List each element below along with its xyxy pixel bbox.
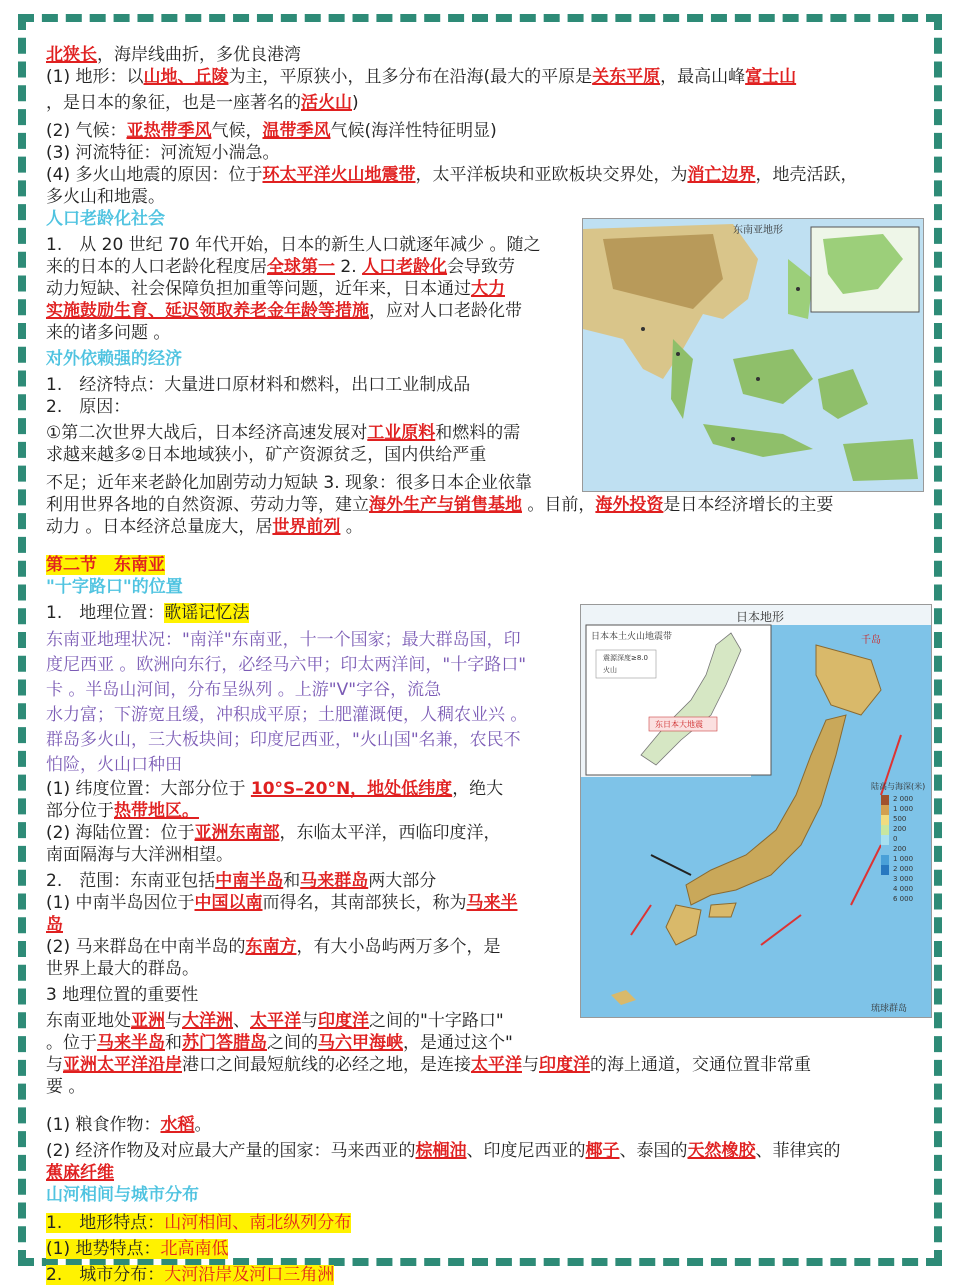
emphasis: 亚洲太平洋沿岸 — [63, 1055, 182, 1075]
text-line: 世界上最大的群岛。 — [46, 959, 199, 979]
text: 两大部分 — [368, 871, 437, 891]
emphasis: 亚洲东南部 — [194, 823, 280, 843]
text: 。位于 — [46, 1033, 97, 1053]
text: ，太平洋板块和亚欧板块交界处，为 — [415, 165, 688, 185]
emphasis: 马来半 — [466, 893, 518, 913]
text: 气候， — [211, 121, 263, 141]
emphasis: 大力 — [471, 279, 505, 299]
text-line — [46, 892, 926, 914]
text-line: 水力富；下游宽且缓，冲积成平原；土肥灌溉便，人稠农业兴 。 — [46, 705, 528, 725]
text-line: 求越来越多②日本地域狭小，矿产资源贫乏，国内供给严重 — [46, 445, 487, 465]
japan-legend-value: 1 000 — [893, 855, 914, 863]
emphasis: 人口老龄化 — [362, 257, 448, 277]
japan-island-label: 琉球群岛 — [871, 1004, 908, 1014]
text-line — [46, 516, 926, 538]
text: (2) 气候： — [46, 121, 127, 141]
text: 、泰国的 — [619, 1141, 688, 1161]
japan-inset-legend-2: 火山 — [603, 666, 617, 674]
text: ，有大小岛屿两万多个，是 — [296, 937, 501, 957]
text: ，地壳活跃， — [755, 165, 858, 185]
text-line — [46, 494, 926, 516]
text-line: 3 地理位置的重要性 — [46, 985, 199, 1005]
highlight-emphasis: 北高南低 — [160, 1239, 229, 1259]
text: (2) 经济作物及对应最大产量的国家：马来西亚的 — [46, 1141, 416, 1161]
text: ，应对人口老龄化带 — [369, 301, 522, 321]
text: ) — [352, 93, 359, 113]
emphasis: 工业原料 — [367, 423, 436, 443]
text-line: 度尼西亚 。欧洲向东行，必经马六甲；印太两洋间，"十字路口" — [46, 655, 527, 675]
text: 与 — [46, 1055, 63, 1075]
text-line: 多火山和地震。 — [46, 187, 165, 207]
emphasis: 环太平洋火山地震带 — [262, 165, 416, 185]
text-line — [46, 778, 926, 800]
emphasis: 海外生产与销售基地 — [369, 495, 522, 515]
emphasis: 亚洲 — [131, 1011, 165, 1031]
text: 会导致劳 — [447, 257, 516, 277]
text: 与 — [301, 1011, 318, 1031]
japan-inset-label: 东日本大地震 — [655, 720, 703, 729]
emphasis: 中国以南 — [194, 893, 263, 913]
emphasis: 棕榈油 — [415, 1141, 467, 1161]
emphasis: 活火山 — [301, 93, 352, 113]
text-line — [46, 1140, 926, 1162]
japan-legend-value: 200 — [893, 825, 907, 833]
japan-legend-value: 2 000 — [893, 865, 914, 873]
section-title: 第二节 东南亚 — [46, 555, 165, 575]
document-body — [46, 44, 926, 1286]
text-line — [46, 1238, 926, 1260]
text-line: 不足；近年来老龄化加剧劳动力短缺 3. 现象：很多日本企业依靠 — [46, 473, 533, 493]
text-line — [46, 602, 926, 624]
text: 、 — [233, 1011, 250, 1031]
text: 和 — [283, 871, 301, 891]
japan-legend-value: 200 — [893, 845, 907, 853]
text-line — [46, 422, 926, 444]
text: 而得名，其南部狭长，称为 — [262, 893, 467, 913]
text: 。目前， — [522, 495, 596, 515]
text: (2) 海陆位置：位于 — [46, 823, 195, 843]
text: 、菲律宾的 — [755, 1141, 841, 1161]
text-line — [46, 914, 926, 936]
highlight-emphasis: 大河沿岸及河口三角洲 — [164, 1265, 335, 1285]
text: 利用世界各地的自然资源、劳动力等，建立 — [46, 495, 369, 515]
text: 与 — [165, 1011, 182, 1031]
text-line — [46, 1162, 926, 1184]
text-line — [46, 800, 926, 822]
section-heading: 山河相间与城市分布 — [46, 1185, 199, 1205]
text-line: 南面隔海与大洋洲相望。 — [46, 845, 233, 865]
emphasis: 水稻 — [160, 1115, 195, 1135]
text-line — [46, 1010, 926, 1032]
text-line — [46, 1264, 926, 1286]
japan-legend-value: 0 — [893, 835, 898, 843]
text: 之间的 — [267, 1033, 318, 1053]
text: ，最高山峰 — [660, 67, 746, 87]
text: 之间的"十字路口" — [369, 1011, 504, 1031]
japan-inset-title: 日本本土火山地震带 — [591, 632, 673, 642]
text: 2. 范围：东南亚包括 — [46, 871, 216, 891]
text: 、印度尼西亚的 — [466, 1141, 586, 1161]
text-line: 来的诸多问题 。 — [46, 323, 171, 343]
emphasis: 天然橡胶 — [687, 1141, 756, 1161]
emphasis: 太平洋 — [471, 1055, 522, 1075]
emphasis: 太平洋 — [250, 1011, 301, 1031]
text: 。 — [194, 1115, 212, 1135]
emphasis: 印度洋 — [318, 1011, 369, 1031]
japan-sea-label: 千岛 — [861, 635, 881, 646]
emphasis: 马来半岛 — [97, 1033, 165, 1053]
emphasis: 世界前列 — [272, 517, 341, 537]
text: (1) 地形：以 — [46, 67, 144, 87]
text-line: 2. 原因： — [46, 397, 131, 417]
emphasis: 马来群岛 — [300, 871, 369, 891]
text: 1. 地理位置： — [46, 603, 165, 623]
text-line — [46, 44, 926, 66]
text: ，是日本的象征，也是一座著名的 — [46, 93, 301, 113]
text-line — [46, 936, 926, 958]
emphasis: 10°S–20°N，地处低纬度 — [250, 779, 453, 799]
text: (1) 中南半岛因位于 — [46, 893, 195, 913]
text-line — [46, 1054, 926, 1076]
text-line — [46, 66, 926, 88]
text: 和燃料的需 — [435, 423, 521, 443]
text-line — [46, 300, 926, 322]
emphasis: 大洋洲 — [182, 1011, 233, 1031]
emphasis: 关东平原 — [592, 67, 661, 87]
japan-legend-value: 3 000 — [893, 875, 914, 883]
text: 的海上通道，交通位置非常重 — [590, 1055, 811, 1075]
emphasis: 北狭长 — [46, 45, 97, 65]
japan-legend-value: 2 000 — [893, 795, 914, 803]
text-line: 要 。 — [46, 1077, 86, 1097]
text-line: (3) 河流特征：河流短小湍急。 — [46, 143, 280, 163]
text: (1) 粮食作物： — [46, 1115, 161, 1135]
emphasis: 实施鼓励生育、延迟领取养老金年龄等措施 — [46, 301, 369, 321]
text: 与 — [522, 1055, 539, 1075]
japan-map-title: 日本地形 — [736, 610, 785, 624]
text: 是日本经济增长的主要 — [663, 495, 834, 515]
text: (2) 马来群岛在中南半岛的 — [46, 937, 246, 957]
text: (4) 多火山地震的原因：位于 — [46, 165, 263, 185]
text-line: 1. 经济特点：大量进口原材料和燃料，出口工业制成品 — [46, 375, 471, 395]
text: 气候(海洋性特征明显) — [330, 121, 497, 141]
text: 动力 。日本经济总量庞大，居 — [46, 517, 273, 537]
highlight: 1. 地形特点： — [46, 1213, 165, 1233]
text: ①第二次世界大战后，日本经济高速发展对 — [46, 423, 368, 443]
text: 和 — [165, 1033, 182, 1053]
emphasis: 消亡边界 — [687, 165, 756, 185]
text-line: 怕险，火山口种田 — [46, 755, 182, 775]
text-line: 1. 从 20 世纪 70 年代开始，日本的新生人口就逐年减少 。随之 — [46, 235, 541, 255]
text: ，东临太平洋，西临印度洋， — [279, 823, 501, 843]
highlight: 2. 城市分布： — [46, 1265, 165, 1285]
emphasis: 蕉麻纤维 — [46, 1163, 114, 1183]
emphasis: 岛 — [46, 915, 63, 935]
text: 部分位于 — [46, 801, 114, 821]
highlight: (1) 地势特点： — [46, 1239, 161, 1259]
japan-legend-value: 1 000 — [893, 805, 914, 813]
text-line: 东南亚地理状况："南洋"东南亚，十一个国家；最大群岛国，印 — [46, 630, 521, 650]
highlight: 歌谣记忆法 — [164, 603, 250, 623]
japan-legend-value: 6 000 — [893, 895, 914, 903]
section-heading: 人口老龄化社会 — [46, 209, 165, 229]
japan-legend-value: 500 — [893, 815, 907, 823]
emphasis: 椰子 — [585, 1141, 620, 1161]
text: ，是通过这个" — [403, 1033, 513, 1053]
text-line — [46, 1212, 926, 1234]
text: (1) 纬度位置：大部分位于 — [46, 779, 251, 799]
emphasis: 印度洋 — [539, 1055, 590, 1075]
emphasis: 苏门答腊岛 — [182, 1033, 267, 1053]
emphasis: 热带地区。 — [114, 801, 199, 821]
emphasis: 中南半岛 — [215, 871, 284, 891]
emphasis: 东南方 — [245, 937, 297, 957]
text-line — [46, 164, 926, 186]
mnemonic-block — [46, 628, 926, 778]
japan-legend-title: 陆高与海深(米) — [871, 782, 926, 791]
text: 东南亚地处 — [46, 1011, 131, 1031]
text: 2. — [335, 257, 363, 277]
text-line — [46, 1114, 926, 1136]
text-line: 卡 。半岛山河间，分布呈纵列 。上游"V"字谷，流急 — [46, 680, 442, 700]
emphasis: 马六甲海峡 — [318, 1033, 403, 1053]
emphasis: 温带季风 — [262, 121, 331, 141]
emphasis: 山地、丘陵 — [143, 67, 229, 87]
emphasis: 亚热带季风 — [126, 121, 212, 141]
japan-inset-legend-1: 震源深度≥8.0 — [603, 654, 648, 662]
text-line — [46, 870, 926, 892]
text-line — [46, 256, 926, 278]
highlight-emphasis: 山河相间、南北纵列分布 — [164, 1213, 352, 1233]
text-line — [46, 120, 926, 142]
text-line — [46, 1032, 926, 1054]
text: 港口之间最短航线的必经之地，是连接 — [182, 1055, 471, 1075]
text: ，海岸线曲折，多优良港湾 — [97, 45, 301, 65]
text-line — [46, 278, 926, 300]
japan-legend-value: 4 000 — [893, 885, 914, 893]
text: ，绝大 — [452, 779, 504, 799]
text: 动力短缺、社会保障负担加重等问题，近年来，日本通过 — [46, 279, 471, 299]
text-line — [46, 554, 926, 576]
text-line: 群岛多火山，三大板块间；印度尼西亚，"火山国"名兼，农民不 — [46, 730, 521, 750]
southeast-asia-map-title: 东南亚地形 — [733, 225, 783, 236]
section-heading: "十字路口"的位置 — [46, 577, 183, 597]
emphasis: 富士山 — [745, 67, 797, 87]
section-heading: 对外依赖强的经济 — [46, 349, 182, 369]
emphasis: 全球第一 — [267, 257, 335, 277]
text-line — [46, 822, 926, 844]
text: 。 — [340, 517, 363, 537]
text: 来的日本的人口老龄化程度居 — [46, 257, 267, 277]
text: 为主，平原狭小，且多分布在沿海(最大的平原是 — [228, 67, 593, 87]
emphasis: 海外投资 — [595, 495, 664, 515]
text-line — [46, 92, 926, 114]
